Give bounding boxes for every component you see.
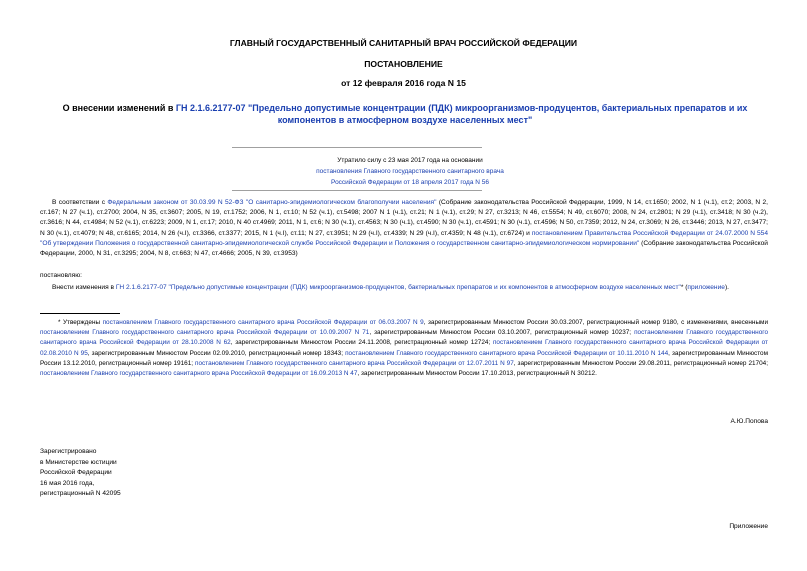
registration-line-1: Зарегистрировано	[40, 448, 97, 455]
footnote-link-2[interactable]: постановлением Главного государственного санитарного врача Российской Федерации от 10.09.2007 N 71	[40, 329, 370, 337]
footnote-link-6[interactable]: постановлением Главного государственного санитарного врача Российской Федерации от 12.07.2011 N 97	[195, 359, 514, 367]
footnote-link-5[interactable]: постановлением Главного государственного санитарного врача Российской Федерации от 10.11.2010 N 144	[345, 349, 669, 357]
status-note	[210, 155, 610, 188]
preamble-paragraph	[40, 198, 768, 259]
registration-line-2: в Министерстве юстиции	[40, 458, 117, 466]
link-government-decree[interactable]: постановлением Правительства Российской Федерации от 24.07.2000 N 554 "Об утверждении Положения о государственной санитарно-эпидемиологической службе Российской Федерации и Положения о государственном санитарно-эпидемиологическом нормировании"	[40, 229, 768, 247]
operative-text-c: ).	[724, 284, 729, 291]
link-appendix[interactable]: приложение	[687, 284, 725, 291]
registration-block	[40, 447, 240, 500]
document-type: ПОСТАНОВЛЕНИЕ	[364, 59, 443, 69]
resolve-word: постановляю:	[40, 272, 83, 279]
operative-text-b: * (	[680, 284, 688, 291]
registration-line-5: регистрационный N 42095	[40, 490, 121, 497]
title-link-gn[interactable]: ГН 2.1.6.2177-07 "Предельно допустимые концентрации (ПДК) микроорганизмов-продуцентов, бактериальных препаратов и их компонентов в атмосферном воздухе населенных мест"	[175, 103, 748, 125]
preamble-text-c: (Собрание законодательства Российской Федерации, 2000, N 31, ст.3295; 2004, N 8, ст.663; N 47, ст.4666; 2005, N 39, ст.3953)	[40, 239, 768, 258]
footnote-text: , зарегистрированным Минюстом России 24.11.2008, регистрационный номер 12724;	[230, 339, 493, 347]
footnote-link-3[interactable]: постановлением Главного государственного санитарного врача Российской Федерации от 28.10.2008 N 62	[40, 329, 769, 347]
status-line-1: Утратило силу с 23 мая 2017 года на основании	[337, 157, 483, 164]
status-rule-top	[232, 147, 482, 148]
signature-name: А.Ю.Попова	[730, 418, 768, 425]
preamble-text-a: В соответствии с	[52, 199, 108, 206]
operative-text-a: Внести изменения в	[52, 284, 116, 291]
footnote-text: , зарегистрированным Минюстом России 17.10.2013, регистрационный N 30212.	[357, 370, 597, 378]
link-gn-standard[interactable]: ГН 2.1.6.2177-07 "Предельно допустимые концентрации (ПДК) микроорганизмов-продуцентов, бактериальных препаратов и их компонентов в атмосферном воздухе населенных мест"	[115, 284, 681, 291]
status-rule-bottom	[232, 190, 482, 191]
footnote-text: * Утверждены	[58, 319, 103, 326]
operative-paragraph	[40, 283, 768, 293]
footnote-text: , зарегистрированным Минюстом России 30.03.2007, регистрационный номер 9180, с изменениями, внесенными	[423, 319, 769, 326]
registration-line-3: Российской Федерации	[40, 469, 112, 476]
footnote-link-1[interactable]: постановлением Главного государственного санитарного врача Российской Федерации от 06.03.2007 N 9	[102, 319, 424, 326]
issuing-authority: ГЛАВНЫЙ ГОСУДАРСТВЕННЫЙ САНИТАРНЫЙ ВРАЧ РОССИЙСКОЙ ФЕДЕРАЦИИ	[229, 38, 578, 48]
footnote-text: , зарегистрированным Минюстом России 02.09.2010, регистрационный номер 18343;	[87, 349, 346, 357]
appendix-label: Приложение	[729, 523, 768, 530]
status-link-line-2[interactable]: постановления Главного государственного санитарного врача	[316, 168, 504, 175]
status-link-line-3[interactable]: Российской Федерации от 18 апреля 2017 года N 56	[331, 179, 489, 186]
footnote-text: , зарегистрированным Минюстом России 03.10.2007, регистрационный номер 10237;	[369, 329, 635, 337]
document-title	[45, 102, 765, 126]
link-federal-law[interactable]: Федеральным законом от 30.03.99 N 52-ФЗ "О санитарно-эпидемиологическом благополучии населения"	[107, 199, 437, 206]
registration-line-4: 16 мая 2016 года,	[40, 479, 95, 487]
footnote-text: , зарегистрированным Минюстом России 29.08.2011, регистрационный номер 21704;	[513, 359, 768, 367]
footnote	[40, 318, 768, 379]
footnote-link-4[interactable]: постановлением Главного государственного санитарного врача Российской Федерации от 02.08.2010 N 95	[40, 339, 768, 357]
preamble-text-b: (Собрание законодательства Российской Федерации, 1999, N 14, ст.1650; 2002, N 1 (ч.1), ст.2; 2003, N 2, ст.167; N 27 (ч.1), ст.2700; 2004, N 35, ст.3607; 2005, N 19, ст.1752; 2006, N 1, ст.10; N 52 (ч.1), ст.5498; 2007 N 1 (ч.1), ст.21; N 1 (ч.1), ст.29; N 27, ст.3213; N 46, ст.5554; N 49, ст.6070; 2008, N 24, ст.2801; N 29 (ч.1), ст.3418; N 30 (ч.2), ст.3616; N 44, ст.4984; N 52 (ч.1), ст.6223; 2009, N 1, ст.17; 2010, N 40 ст.4969; 2011, N 1, ст.6; N 30 (ч.1), ст.4563; N 30 (ч.1), ст.4590; N 30 (ч.1), ст.4591; N 30 (ч.1), ст.4596; N 50, ст.7359; 2012, N 24, ст.3069; N 26, ст.3446; 2013, N 27, ст.3477; N 30 (ч.1), ст.4079; N 48, ст.6165; 2014, N 26 (ч.I), ст.3366, ст.3377; 2015, N 1 (ч.I), ст.11; N 27, ст.3951; N 29 (ч.I), ст.4339; N 29 (ч.I), ст.4359; N 48 (ч.1), ст.6724) и	[40, 199, 769, 237]
document-date-number: от 12 февраля 2016 года N 15	[341, 78, 466, 88]
footnote-text: , зарегистрированным Минюстом России 13.12.2010, регистрационный номер 19161;	[40, 349, 769, 367]
footnote-link-7[interactable]: постановлением Главного государственного санитарного врача Российской Федерации от 16.09.2013 N 47	[40, 370, 358, 378]
footnote-rule	[40, 313, 120, 314]
title-prefix: О внесении изменений в	[62, 103, 176, 113]
